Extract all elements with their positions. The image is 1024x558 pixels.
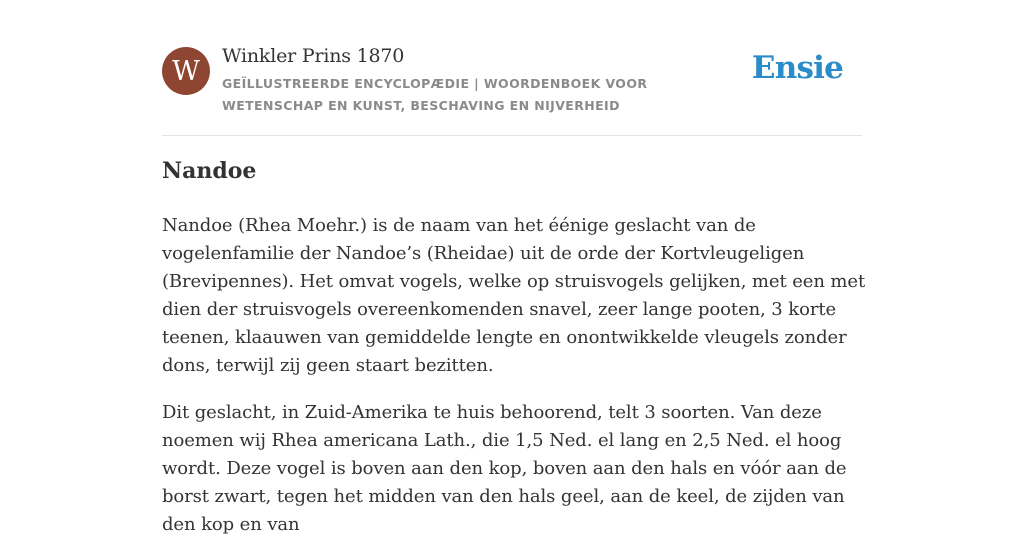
article-paragraph: Dit geslacht, in Zuid-Amerika te huis behoorend, telt 3 soorten. Van deze noemen wij Rhea americana Lath., die 1,5 Ned. el lang en 2,5 Ned. el hoog wordt. Deze vogel is boven aan den kop, boven aan den hals en vóór aan de borst zwart, tegen het midden van den hals geel, aan de keel, de zijden van den kop en van — [162, 402, 847, 535]
article-body — [162, 212, 868, 558]
source-header — [162, 0, 862, 136]
ensie-logo-link[interactable]: Ensie — [751, 50, 843, 86]
page — [162, 0, 866, 535]
source-avatar[interactable]: W — [162, 47, 210, 95]
source-subtitle: GEÏLLUSTREERDE ENCYCLOPÆDIE | WOORDENBOEK VOOR WETENSCHAP EN KUNST, BESCHAVING EN NIJVERHEID — [222, 76, 648, 113]
source-title[interactable]: Winkler Prins 1870 — [222, 45, 405, 67]
article-paragraph: Nandoe (Rhea Moehr.) is de naam van het éénige geslacht van de vogelenfamilie der Nandoe’s (Rheidae) uit de orde der Kortvleugeligen (Brevipennes). Het omvat vogels, welke op struisvogels gelijken, met een met dien der struisvogels overeenkomenden snavel, zeer lange pooten, 3 korte teenen, klaauwen van gemiddelde lengte en onontwikkelde vleugels zonder dons, terwijl zij geen staart bezitten. — [162, 215, 866, 376]
article-title: Nandoe — [162, 158, 257, 184]
